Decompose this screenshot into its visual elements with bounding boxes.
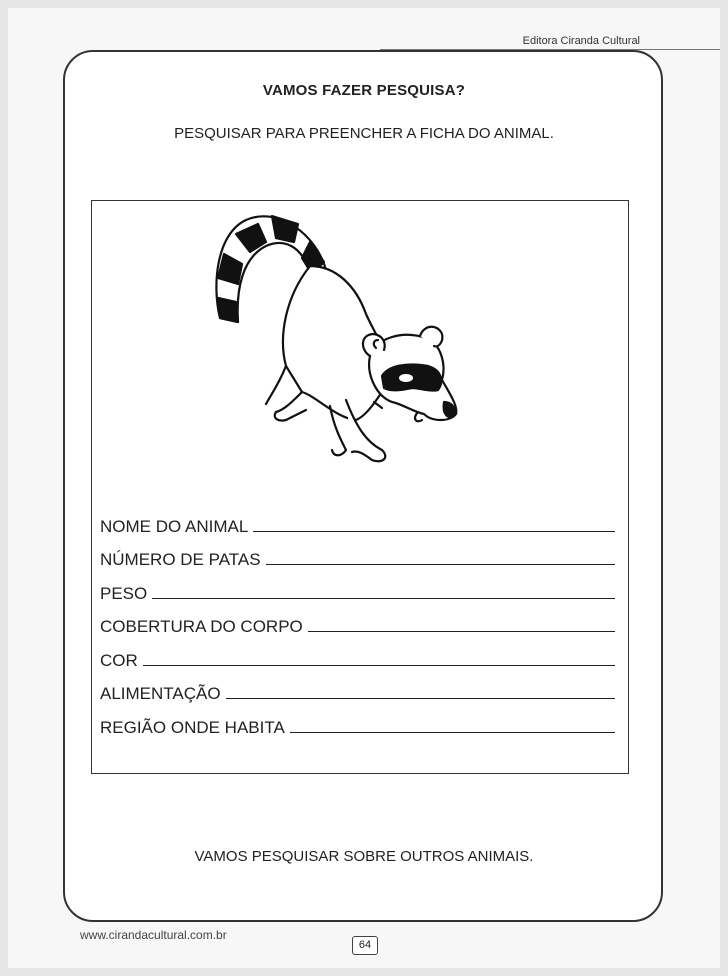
field-label: NÚMERO DE PATAS bbox=[100, 550, 261, 569]
website-link[interactable]: www.cirandacultural.com.br bbox=[80, 928, 227, 942]
answer-line[interactable] bbox=[308, 631, 615, 632]
answer-line[interactable] bbox=[226, 698, 615, 699]
field-label: NOME DO ANIMAL bbox=[100, 516, 249, 536]
answer-line[interactable] bbox=[143, 665, 615, 666]
page-number: 64 bbox=[352, 936, 378, 955]
answer-line[interactable] bbox=[152, 598, 615, 599]
field-cor[interactable] bbox=[100, 637, 615, 671]
field-alimentacao[interactable] bbox=[100, 671, 615, 705]
raccoon-illustration bbox=[206, 206, 470, 470]
field-nome-do-animal[interactable] bbox=[100, 503, 615, 537]
worksheet-instruction: PESQUISAR PARA PREENCHER A FICHA DO ANIMAL. bbox=[174, 125, 554, 142]
answer-line[interactable] bbox=[253, 531, 615, 532]
field-label: REGIÃO ONDE HABITA bbox=[100, 717, 285, 737]
answer-line[interactable] bbox=[266, 564, 615, 565]
field-numero-de-patas[interactable] bbox=[100, 537, 615, 571]
field-regiao-onde-habita[interactable] bbox=[100, 704, 615, 738]
field-label: ALIMENTAÇÃO bbox=[100, 684, 221, 703]
field-cobertura-do-corpo[interactable] bbox=[100, 604, 615, 638]
field-label: COBERTURA DO CORPO bbox=[100, 617, 303, 636]
field-label: PESO bbox=[100, 583, 148, 603]
closing-instruction: VAMOS PESQUISAR SOBRE OUTROS ANIMAIS. bbox=[194, 848, 534, 865]
animal-fact-fields bbox=[100, 503, 615, 738]
publisher-name: Editora Ciranda Cultural bbox=[522, 35, 640, 47]
answer-line[interactable] bbox=[290, 732, 615, 733]
worksheet-title: VAMOS FAZER PESQUISA? bbox=[262, 82, 466, 99]
field-peso[interactable] bbox=[100, 570, 615, 604]
field-label: COR bbox=[100, 650, 138, 670]
